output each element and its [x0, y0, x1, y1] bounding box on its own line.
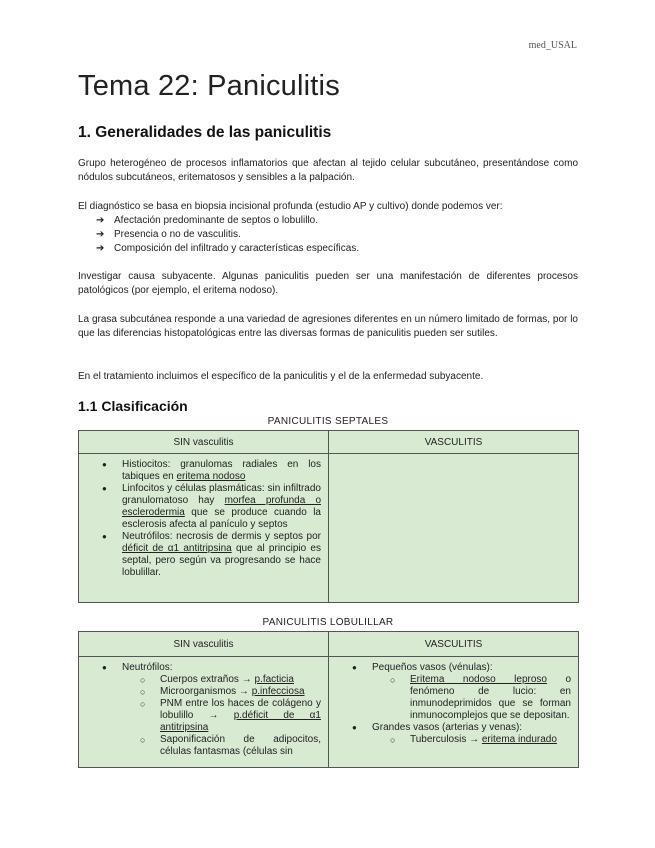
table-septales [78, 430, 579, 603]
section-heading-generalidades: 1. Generalidades de las paniculitis [78, 124, 332, 141]
column-header-sin-vasculitis: SIN vasculitis [79, 632, 329, 657]
list-item: ○ Eritema nodoso leproso o fenómeno de lucio: en inmunodeprimidos que se forman inmunocomplejos que se depositan. [390, 674, 571, 722]
list-item: ➔ Afectación predominante de septos o lobulillo. [96, 215, 319, 226]
list-item: ○ Microorganismos → p.infecciosa [140, 686, 321, 698]
list-item: ● Linfocitos y células plasmáticas: sin infiltrado granulomatoso hay morfea profunda o esclerodermia que se produce cuando la esclerosis afecta al panículo y septos [102, 483, 321, 531]
paragraph-treatment: En el tratamiento incluimos el específico de la paniculitis y el de la enfermedad subyacente. [78, 371, 484, 382]
paragraph-definition: Grupo heterogéneo de procesos inflamatorios que afectan al tejido celular subcutáneo, presentándose como nódulos subcutáneos, eritematosos y sensibles a la palpación. [78, 158, 578, 183]
list-item: ○ PNM entre los haces de colágeno y lobulillo → p.déficit de α1 antitripsina [140, 698, 321, 734]
column-header-vasculitis: VASCULITIS [329, 632, 579, 657]
table-cell-vasculitis [329, 454, 579, 603]
list-item: ● Pequeños vasos (vénulas): ○ Eritema nodoso leproso o fenómeno de lucio: en inmunodeprimidos que se forman inmunocomplejos que se depositan. [352, 662, 571, 722]
document-title: Tema 22: Paniculitis [78, 70, 340, 102]
paragraph-fat-response: La grasa subcutánea responde a una variedad de agresiones diferentes en un número limitado de formas, por lo que las diferencias histopatológicas entre las diversas formas de paniculitis pueden ser sutiles. [78, 314, 578, 339]
table-cell-vasculitis [329, 657, 579, 768]
list-item: ○ Tuberculosis → eritema indurado [390, 734, 571, 746]
list-item: ○ Saponificación de adipocitos, células fantasmas (células sin [140, 734, 321, 758]
list-item: ● Neutrófilos: ○ Cuerpos extraños → p.facticia ○ Microorganismos → p.infecciosa ○ PNM entre los haces de colágeno y lobulillo → p.déficit de α1 antitripsina ○ Saponificación de adipocitos, células fantasmas (células sin [102, 662, 321, 758]
brand-header: med_USAL [528, 40, 577, 51]
arrow-icon: ➔ [96, 243, 105, 254]
arrow-icon: ➔ [96, 229, 105, 240]
list-item: ➔ Presencia o no de vasculitis. [96, 229, 241, 240]
list-item: ● Grandes vasos (arterias y venas): ○ Tuberculosis → eritema indurado [352, 722, 571, 746]
table-cell-sin-vasculitis [79, 657, 329, 768]
arrow-icon: ➔ [96, 215, 105, 226]
list-item: ● Histiocitos: granulomas radiales en los tabiques en eritema nodoso [102, 459, 321, 483]
list-item: ○ Cuerpos extraños → p.facticia [140, 674, 321, 686]
paragraph-diagnosis: El diagnóstico se basa en biopsia incisional profunda (estudio AP y cultivo) donde podemos ver: [78, 201, 503, 212]
table-caption-septales: PANICULITIS SEPTALES [267, 416, 389, 427]
paragraph-cause: Investigar causa subyacente. Algunas paniculitis pueden ser una manifestación de diferentes procesos patológicos (por ejemplo, el eritema nodoso). [78, 271, 578, 296]
column-header-vasculitis: VASCULITIS [329, 431, 579, 454]
diagnosis-list [96, 214, 359, 256]
list-item: ➔ Composición del infiltrado y características específicas. [96, 243, 360, 254]
table-caption-lobulillar: PANICULITIS LOBULILLAR [262, 617, 394, 628]
column-header-sin-vasculitis: SIN vasculitis [79, 431, 329, 454]
table-lobulillar [78, 631, 579, 768]
list-item: ● Neutrófilos: necrosis de dermis y septos por déficit de α1 antitripsina que al principio es septal, pero según va progresando se hace lobulillar. [102, 531, 321, 579]
table-cell-sin-vasculitis [79, 454, 329, 603]
section-heading-clasificacion: 1.1 Clasificación [78, 398, 188, 414]
